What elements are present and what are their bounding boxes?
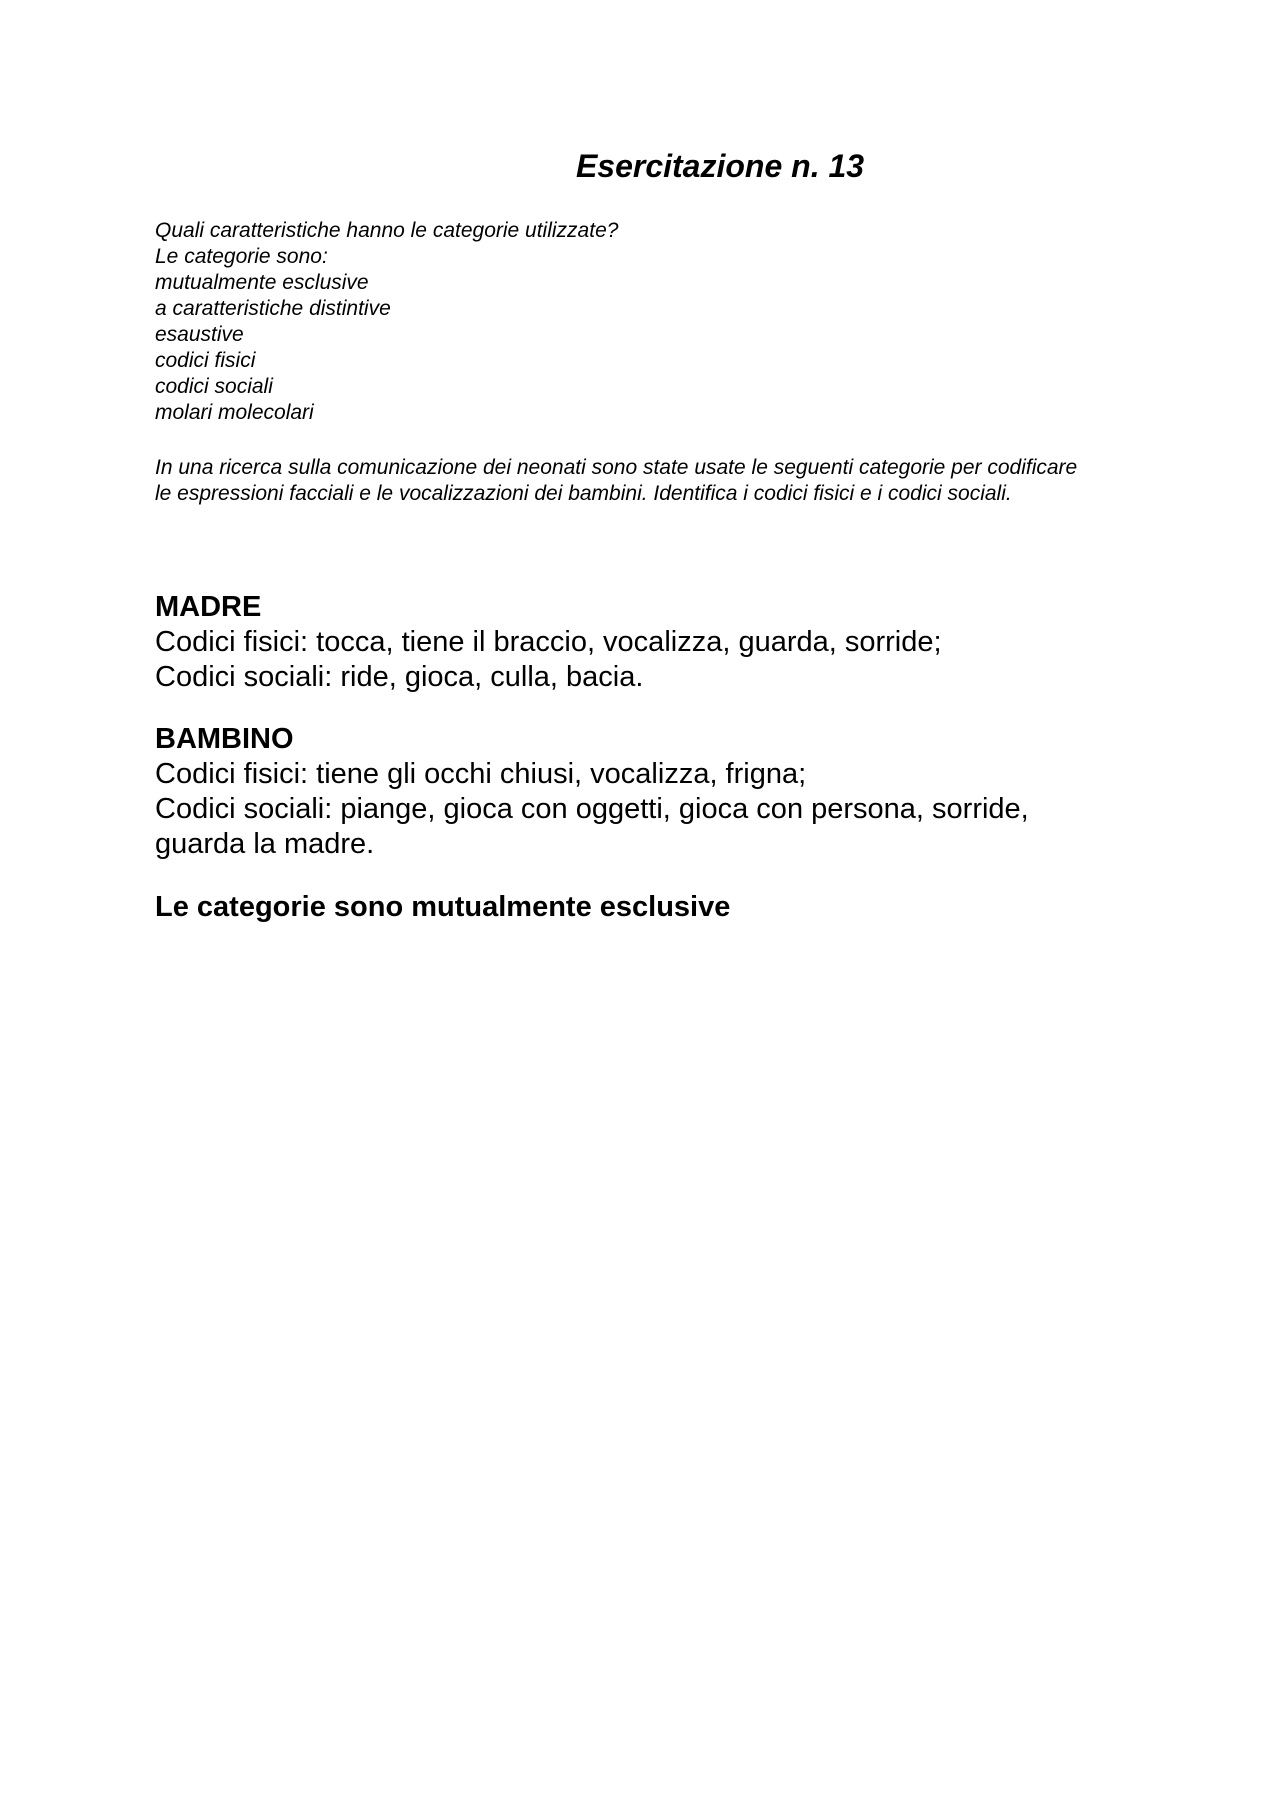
intro-line: Le categorie sono: <box>155 245 328 268</box>
intro-line: esaustive <box>155 323 244 346</box>
intro-line: Quali caratteristiche hanno le categorie utilizzate? <box>155 219 619 242</box>
question-paragraph: In una ricerca sulla comunicazione dei neonati sono state usate le seguenti categorie per codificare le espressioni facciali e le vocalizzazioni dei bambini. Identifica i codici fisici e i codici sociali. <box>155 456 1078 505</box>
bambino-heading: BAMBINO <box>155 723 294 755</box>
intro-line: a caratteristiche distintive <box>155 297 391 320</box>
madre-heading: MADRE <box>155 591 262 623</box>
intro-list <box>155 218 618 426</box>
intro-line: codici fisici <box>155 349 256 372</box>
madre-physical-codes: Codici fisici: tocca, tiene il braccio, vocalizza, guarda, sorride; <box>155 626 942 658</box>
intro-line: mutualmente esclusive <box>155 271 369 294</box>
document-title: Esercitazione n. 13 <box>575 148 865 184</box>
bambino-physical-codes: Codici fisici: tiene gli occhi chiusi, vocalizza, frigna; <box>155 758 807 790</box>
document-page <box>155 0 1115 1811</box>
bambino-social-codes: Codici sociali: piange, gioca con oggetti, gioca con persona, sorride, guarda la madre. <box>155 793 1029 860</box>
conclusion: Le categorie sono mutualmente esclusive <box>155 891 731 923</box>
madre-social-codes: Codici sociali: ride, gioca, culla, bacia. <box>155 661 644 693</box>
bambino-section <box>155 722 1115 862</box>
madre-section <box>155 590 1115 695</box>
intro-line: codici sociali <box>155 375 273 398</box>
intro-line: molari molecolari <box>155 401 314 424</box>
